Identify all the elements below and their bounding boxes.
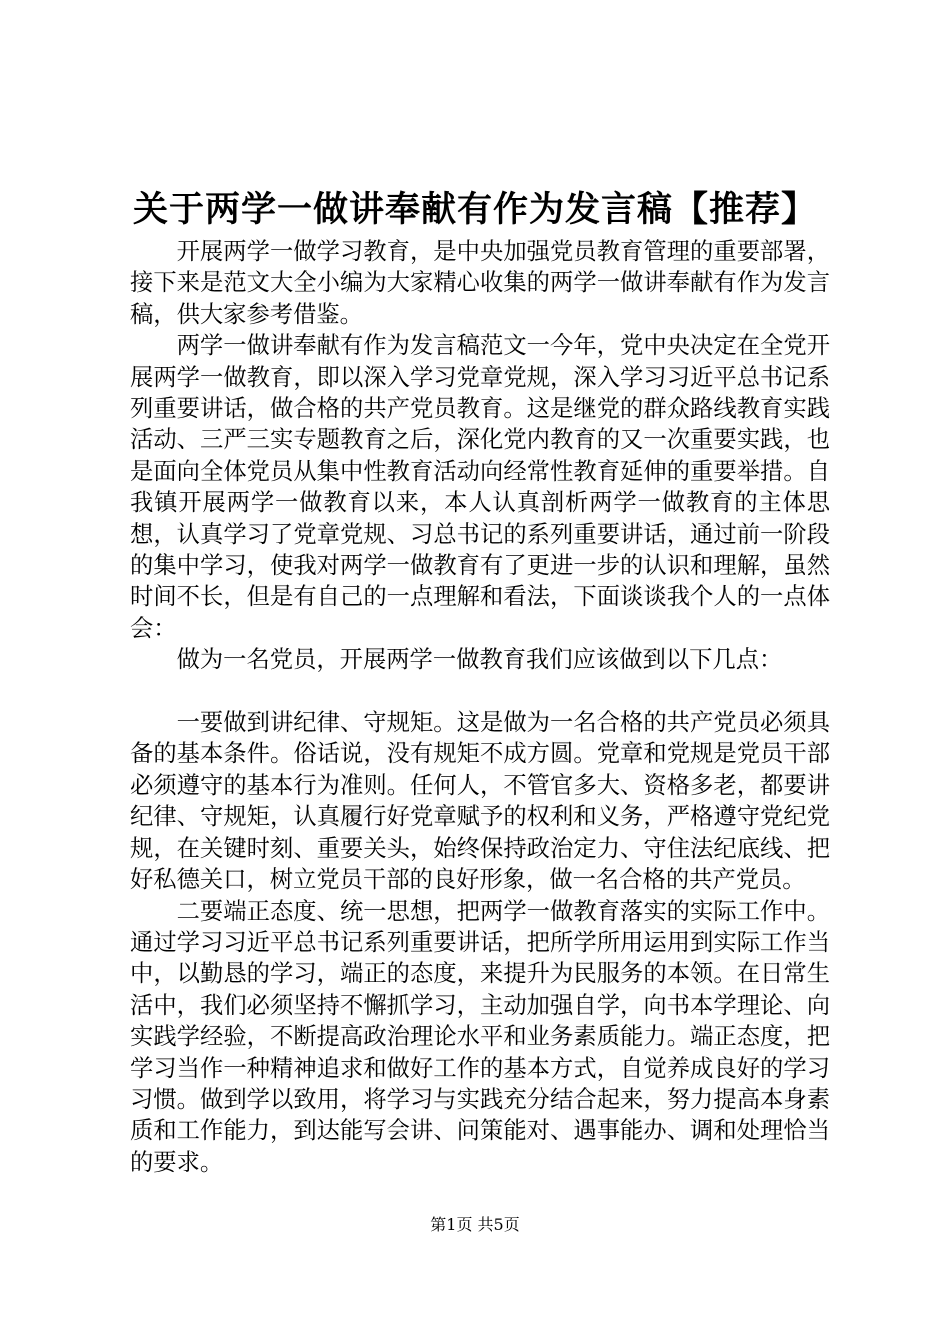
paragraph-points-lead: 做为一名党员，开展两学一做教育我们应该做到以下几点： [176,646,783,674]
paragraph-point-one: 一要做到讲纪律、守规矩。这是做为一名合格的共产党员必须具备的基本条件。俗话说，没有规矩不成方圆。党章和党规是党员干部必须遵守的基本行为准则。任何人，不管官多大、资格多老，都要讲纪律、守规矩，认真履行好党章赋予的权利和义务，严格遵守党纪党规，在关键时刻、重要关头，始终保持政治定力、守住法纪底线、把好私德关口，树立党员干部的良好形象，做一名合格的共产党员。 [130,709,830,894]
paragraph-point-two: 二要端正态度、统一思想，把两学一做教育落实的实际工作中。通过学习习近平总书记系列重要讲话，把所学所用运用到实际工作当中，以勤恳的学习，端正的态度，来提升为民服务的本领。在日常生活中，我们必须坚持不懈抓学习，主动加强自学，向书本学理论、向实践学经验，不断提高政治理论水平和业务素质能力。端正态度，把学习当作一种精神追求和做好工作的基本方式，自觉养成良好的学习习惯。做到学以致用，将学习与实践充分结合起来，努力提高本身素质和工作能力，到达能写会讲、问策能对、遇事能办、调和处理恰当的要求。 [130,897,830,1176]
page-number-footer: 第1页 共5页 [430,1215,520,1234]
document-body [130,236,830,1178]
paragraph-intro: 开展两学一做学习教育，是中央加强党员教育管理的重要部署，接下来是范文大全小编为大家精心收集的两学一做讲奉献有作为发言稿，供大家参考借鉴。 [130,238,830,328]
document-title: 关于两学一做讲奉献有作为发言稿【推荐】 [132,189,817,230]
paragraph-speech-opening: 两学一做讲奉献有作为发言稿范文一今年，党中央决定在全党开展两学一做教育，即以深入学习党章党规，深入学习习近平总书记系列重要讲话，做合格的共产党员教育。这是继党的群众路线教育实践活动、三严三实专题教育之后，深化党内教育的又一次重要实践，也是面向全体党员从集中性教育活动向经常性教育延伸的重要举措。自我镇开展两学一做教育以来，本人认真剖析两学一做教育的主体思想，认真学习了党章党规、习总书记的系列重要讲话，通过前一阶段的集中学习，使我对两学一做教育有了更进一步的认识和理解，虽然时间不长，但是有自己的一点理解和看法，下面谈谈我个人的一点体会： [130,332,830,642]
